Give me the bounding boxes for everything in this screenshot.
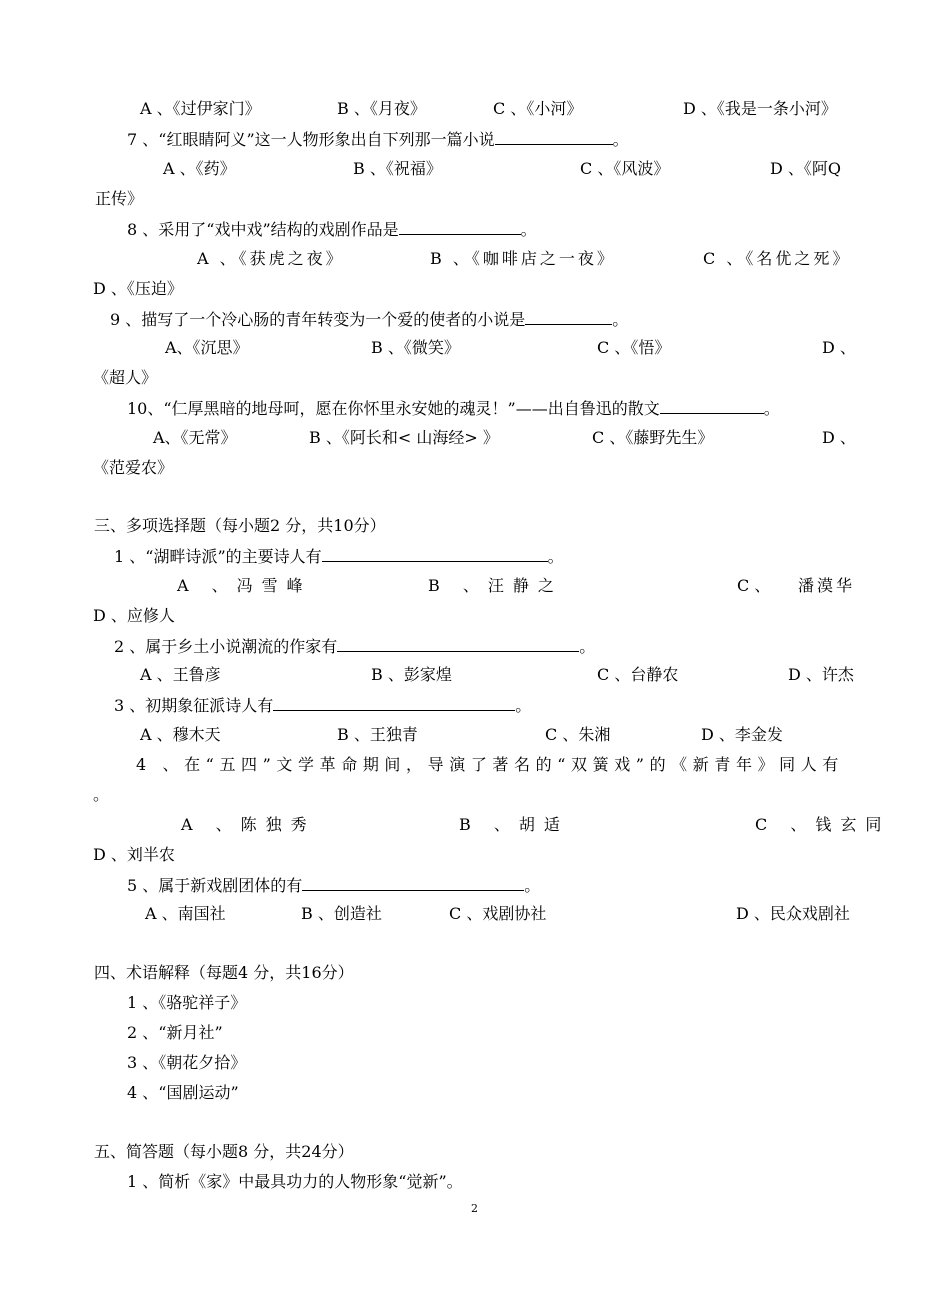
sec3-q4-question: 4 、在“五四”文学革命期间，导演了著名的“双簧戏”的《新青年》同人有: [136, 755, 844, 774]
sec3-q5-answer-blank: [302, 875, 524, 891]
page-number: 2: [471, 1202, 478, 1215]
sec3-q4-end: 。: [93, 785, 110, 804]
q10-question: [127, 398, 780, 418]
q6-option-c: C 、《小河》: [493, 99, 583, 118]
sec3-q2-option-a: A 、王鲁彦: [140, 665, 221, 684]
sec3-q1-option-b: B 、汪静之: [428, 576, 563, 595]
q10-stem: 10、“仁厚黑暗的地母呵，愿在你怀里永安她的魂灵！”——出自鲁迅的散文: [127, 399, 660, 418]
sec3-q3-question: [114, 695, 531, 715]
q7-option-b: B 、《祝福》: [353, 159, 442, 178]
q8-answer-blank: [399, 219, 521, 235]
q7-option-d: D 、《阿Q: [770, 159, 842, 178]
sec3-q1-option-c-name: 潘漠华: [798, 576, 856, 595]
q9-question: [110, 309, 628, 329]
sec3-q1-option-c: C 、: [737, 576, 771, 595]
q7-option-a: A 、《药》: [163, 159, 236, 178]
sec3-q3-option-d: D 、李金发: [701, 725, 783, 744]
q8-option-c: C 、《名优之死》: [703, 249, 852, 268]
sec3-q5-option-c: C 、戏剧协社: [449, 904, 547, 923]
sec3-q2-option-c: C 、台静农: [597, 665, 679, 684]
sec3-q4-option-c: C 、钱玄同: [755, 815, 891, 834]
q10-option-a: A、《无常》: [153, 428, 237, 447]
q10-option-d-wrap: 《范爱农》: [93, 458, 174, 477]
q10-option-d: D 、: [822, 428, 856, 447]
q8-option-a: A 、《获虎之夜》: [197, 249, 345, 268]
sec3-q3-option-b: B 、王独青: [337, 725, 418, 744]
section-5-title: 五、简答题（每小题8 分，共24分）: [94, 1142, 354, 1161]
sec5-question-1: 1 、简析《家》中最具功力的人物形象“觉新”。: [127, 1172, 463, 1191]
sec3-q4-option-d: D 、刘半农: [93, 845, 175, 864]
q7-question: [127, 129, 629, 149]
q10-option-b: B 、《阿长和< 山海经> 》: [309, 428, 499, 447]
q10-end: 。: [763, 399, 780, 418]
section-3-title: 三、多项选择题（每小题2 分，共10分）: [94, 516, 386, 535]
q7-end: 。: [612, 130, 629, 149]
sec3-q5-option-a: A 、南国社: [145, 904, 226, 923]
sec4-term-3: 3 、《朝花夕拾》: [127, 1053, 247, 1072]
q9-option-d-wrap: 《超人》: [93, 368, 158, 387]
q8-question: [127, 219, 537, 239]
q9-answer-blank: [525, 309, 612, 325]
q8-end: 。: [520, 220, 537, 239]
q7-option-c: C 、《风波》: [580, 159, 670, 178]
sec3-q3-option-a: A 、穆木天: [140, 725, 221, 744]
sec3-q2-question: [114, 636, 595, 656]
sec3-q2-stem: 2 、属于乡土小说潮流的作家有: [114, 637, 338, 656]
q9-option-c: C 、《悟》: [597, 338, 671, 357]
sec3-q5-stem: 5 、属于新戏剧团体的有: [127, 876, 303, 895]
q9-option-a: A、《沉思》: [165, 338, 249, 357]
q7-option-d-wrap: 正传》: [95, 189, 144, 208]
sec3-q5-option-b: B 、创造社: [301, 904, 382, 923]
q9-option-d: D 、: [822, 338, 856, 357]
q6-option-d: D 、《我是一条小河》: [683, 99, 837, 118]
q9-option-b: B 、《微笑》: [371, 338, 460, 357]
sec3-q4-option-a: A 、陈独秀: [181, 815, 316, 834]
sec3-q3-stem: 3 、初期象征派诗人有: [114, 696, 274, 715]
sec3-q3-option-c: C 、朱湘: [545, 725, 611, 744]
sec3-q5-option-d: D 、民众戏剧社: [736, 904, 850, 923]
sec3-q1-stem: 1 、“湖畔诗派”的主要诗人有: [114, 547, 322, 566]
sec3-q2-option-d: D 、许杰: [788, 665, 854, 684]
sec3-q1-option-a: A 、冯雪峰: [177, 576, 312, 595]
sec4-term-1: 1 、《骆驼祥子》: [127, 993, 247, 1012]
sec3-q2-option-b: B 、彭家煌: [371, 665, 452, 684]
q9-end: 。: [612, 310, 629, 329]
sec4-term-2: 2 、“新月社”: [127, 1023, 223, 1042]
q8-stem: 8 、采用了“戏中戏”结构的戏剧作品是: [127, 220, 399, 239]
sec4-term-4: 4 、“国剧运动”: [127, 1083, 239, 1102]
section-4-title: 四、术语解释（每题4 分，共16分）: [94, 963, 354, 982]
sec3-q5-end: 。: [524, 876, 541, 895]
q10-option-c: C 、《藤野先生》: [592, 428, 714, 447]
q6-option-a: A 、《过伊家门》: [140, 99, 261, 118]
sec3-q5-question: [127, 875, 540, 895]
q10-answer-blank: [660, 398, 764, 414]
sec3-q4-option-b: B 、胡适: [459, 815, 569, 834]
sec3-q2-end: 。: [579, 637, 596, 656]
q9-stem: 9 、描写了一个冷心肠的青年转变为一个爱的使者的小说是: [110, 310, 526, 329]
q6-option-b: B 、《月夜》: [337, 99, 426, 118]
q8-option-d: D 、《压迫》: [93, 279, 183, 298]
sec3-q2-answer-blank: [337, 636, 579, 652]
sec3-q1-answer-blank: [322, 546, 548, 562]
sec3-q1-question: [114, 546, 564, 566]
sec3-q1-end: 。: [547, 547, 564, 566]
sec3-q1-option-d: D 、应修人: [93, 606, 175, 625]
sec3-q3-end: 。: [515, 696, 532, 715]
q7-stem: 7 、“红眼睛阿义”这一人物形象出自下列那一篇小说: [127, 130, 495, 149]
sec3-q3-answer-blank: [273, 695, 515, 711]
q7-answer-blank: [495, 129, 613, 145]
q8-option-b: B 、《咖啡店之一夜》: [430, 249, 616, 268]
